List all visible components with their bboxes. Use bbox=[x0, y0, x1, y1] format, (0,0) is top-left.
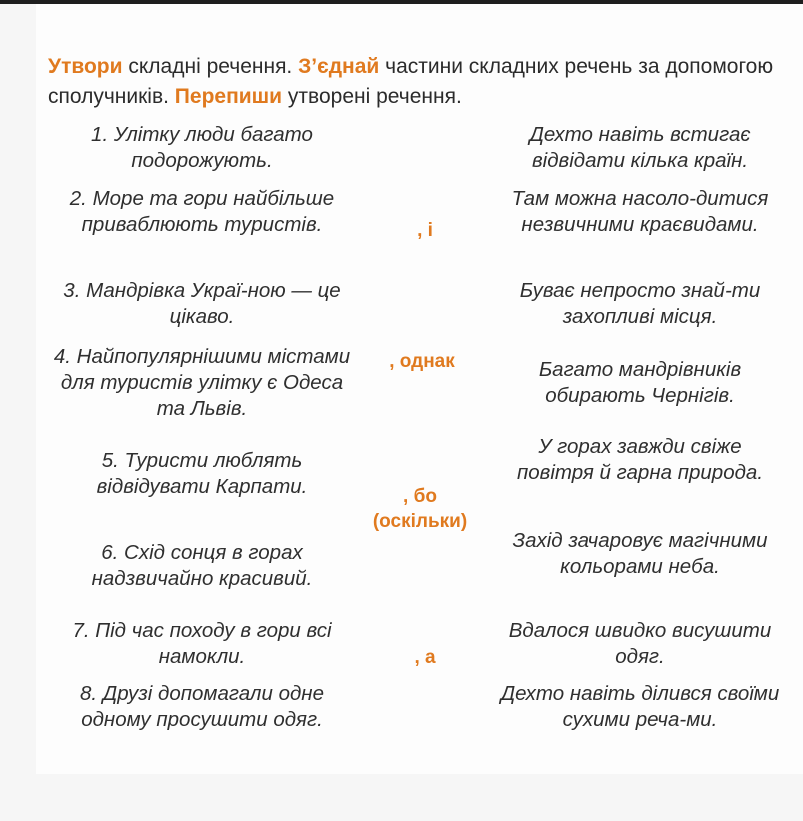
conjunction-bo: , бо bbox=[403, 486, 437, 507]
right-item-2: Там можна насоло-дитися незвичними краєвидами. bbox=[511, 187, 769, 236]
task-text-1: складні речення. bbox=[122, 55, 299, 78]
conjunction-oskilky: (оскільки) bbox=[372, 511, 468, 532]
left-item-8: 8. Друзі допомагали одне одному просушити одяг. bbox=[80, 682, 324, 731]
task-keyword-connect: З’єднай bbox=[298, 55, 380, 78]
left-item-2: 2. Море та гори найбільше приваблюють туристів. bbox=[69, 187, 335, 236]
right-item-5: У горах завжди свіже повітря й гарна природа. bbox=[516, 435, 764, 484]
task-text-3: утворені речення. bbox=[282, 85, 462, 108]
conjunction-odnak: , однак bbox=[389, 351, 455, 372]
task-text-2: частини складних речень за допомогою сполучників. bbox=[48, 55, 774, 108]
task-keyword-rewrite: Перепиши bbox=[174, 85, 283, 108]
task-keyword-create: Утвори bbox=[48, 55, 123, 78]
conjunction-i: , і bbox=[417, 220, 433, 241]
right-item-8: Дехто навіть ділився своїми сухими реча-ми. bbox=[500, 682, 780, 731]
left-item-1: 1. Улітку люди багато подорожують. bbox=[91, 123, 313, 172]
right-item-6: Захід зачаровує магічними кольорами неба. bbox=[512, 529, 768, 578]
left-item-5: 5. Туристи люблять відвідувати Карпати. bbox=[96, 449, 308, 498]
right-item-3: Буває непросто знай-ти захопливі місця. bbox=[519, 279, 761, 328]
task-instruction bbox=[48, 52, 778, 112]
left-item-4: 4. Найпопулярнішими містами для туристів улітку є Одеса та Львів. bbox=[53, 345, 351, 420]
right-item-7: Вдалося швидко висушити одяг. bbox=[508, 619, 772, 668]
conjunction-a: , а bbox=[414, 647, 436, 668]
left-item-6: 6. Схід сонця в горах надзвичайно красивий. bbox=[91, 541, 313, 590]
left-item-3: 3. Мандрівка Украї-ною — це цікаво. bbox=[63, 279, 341, 328]
right-item-4: Багато мандрівників обирають Чернігів. bbox=[538, 358, 742, 407]
left-item-7: 7. Під час походу в гори всі намокли. bbox=[72, 619, 332, 668]
right-item-1: Дехто навіть встигає відвідати кілька країн. bbox=[529, 123, 751, 172]
